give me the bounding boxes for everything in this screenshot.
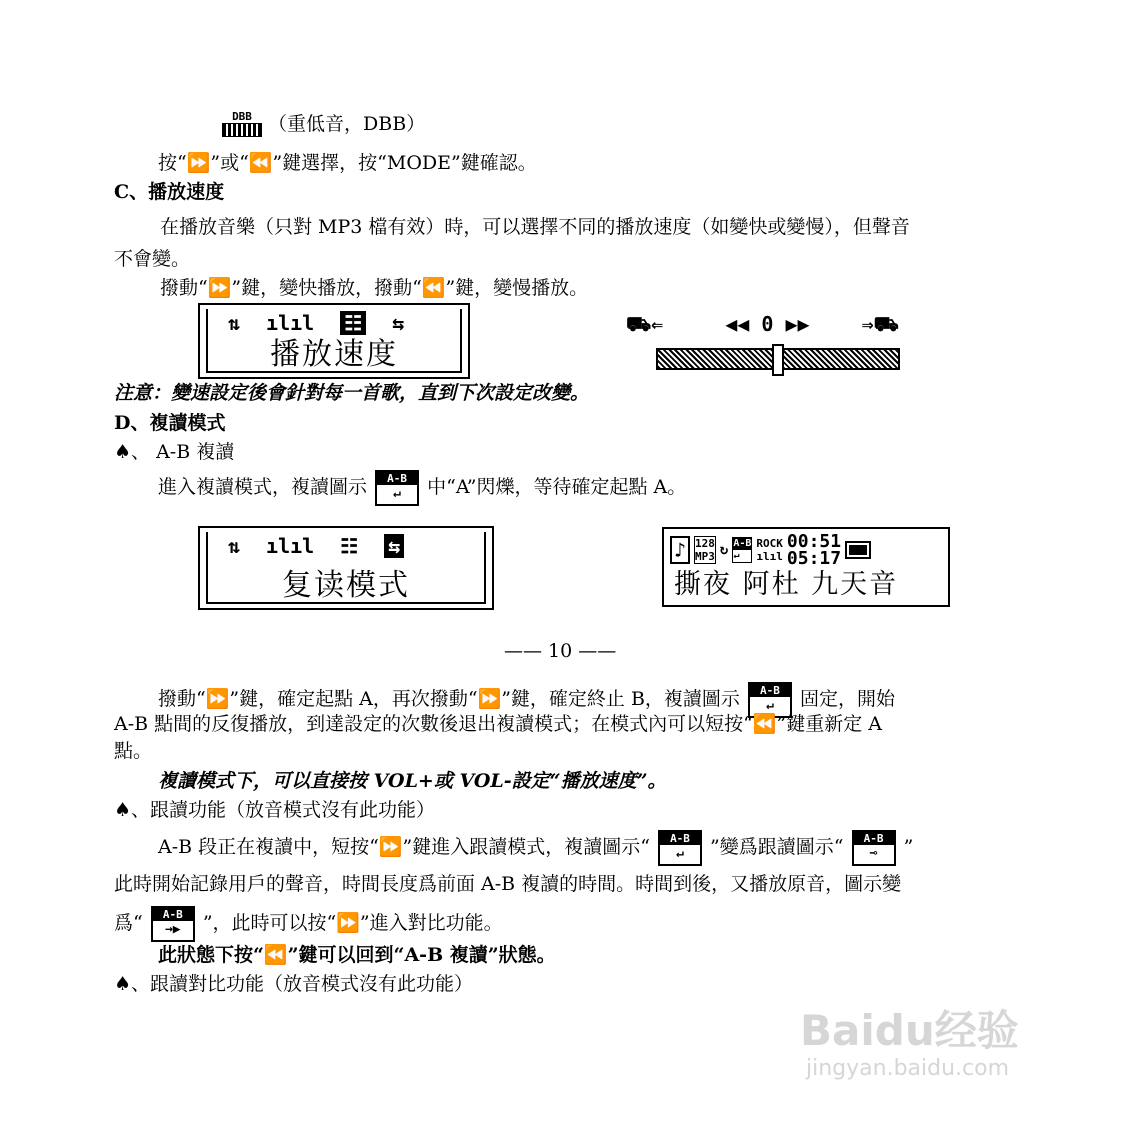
bitrate-badge: 128 MP3 (695, 537, 715, 563)
track-info: 撕夜 阿杜 九天音 (674, 569, 899, 600)
follow-read-text-c: ” (903, 836, 914, 858)
record-paragraph: 此時開始記錄用戶的聲音，時間長度爲前面 A-B 複讀的時間。時間到後，又播放原音，圖示變 (114, 873, 902, 895)
dbb-label: （重低音，DBB） (268, 113, 426, 135)
follow-read-line (158, 830, 913, 866)
lcd-player (662, 527, 950, 607)
speed-slider-track (656, 348, 900, 370)
speed-right-arrows: ▶▶ (785, 312, 810, 336)
slow-icon: ⛟⇐ (626, 312, 664, 336)
speed-icon: ☷ (340, 534, 359, 558)
ab-small-icon: A-B ↵ (733, 538, 752, 561)
fix-point-text-b: 固定，開始 (800, 688, 896, 710)
repeat-mode-note: 複讀模式下，可以直接按 VOL+或 VOL-設定“播放速度”。 (158, 770, 667, 792)
equalizer-icon: ılıl (266, 534, 315, 558)
compare-line (114, 906, 503, 942)
enter-repeat-text-a: 進入複讀模式，複讀圖示 (158, 476, 368, 498)
speed-icon: ☷ (340, 311, 366, 335)
repeat-icon: ⇅ (228, 534, 241, 558)
baidu-watermark-logo: Baidu经验 (800, 1006, 1019, 1055)
lcd-repeat-menu (198, 526, 494, 610)
c-paragraph-2: 不會變。 (114, 248, 191, 270)
ab-repeat-icon: A-B ↵ (658, 830, 702, 866)
time-display: 00:51 05:17 (786, 531, 842, 569)
lcd-repeat-title: 复读模式 (282, 568, 410, 603)
follow-read-heading: ♠、跟讀功能（放音模式沒有此功能） (114, 799, 436, 821)
enter-repeat-line (158, 470, 686, 506)
enter-repeat-text-b: 中“A”閃爍，等待確定起點 A。 (427, 476, 687, 498)
speed-slider-display (626, 312, 926, 382)
press-select-text: 按“⏩”或“⏪”鍵選擇，按“MODE”鍵確認。 (158, 152, 537, 174)
speed-slider-thumb (772, 344, 784, 376)
ab-repeat-icon: A-B ↵ (748, 682, 792, 718)
fast-icon: ⇒⛟ (861, 312, 899, 336)
compare-icon: A-B →▶ (151, 906, 195, 942)
ab-repeat-icon: ⇆ (392, 311, 405, 335)
speed-left-arrows: ◀◀ (725, 312, 750, 336)
paragraph-point: 點。 (114, 740, 153, 762)
c-paragraph-3: 撥動“⏩”鍵，變快播放，撥動“⏪”鍵，變慢播放。 (160, 277, 589, 299)
ab-repeat-icon: A-B ↵ (375, 470, 419, 506)
section-d-heading: D、複讀模式 (114, 412, 226, 434)
baidu-watermark-url: jingyan.baidu.com (806, 1056, 1010, 1081)
speed-value: 0 (761, 312, 774, 336)
dbb-icon: DBB (222, 110, 262, 140)
follow-read-text-a: A-B 段正在複讀中，短按“⏩”鍵進入跟讀模式，複讀圖示“ (158, 836, 650, 858)
paragraph-ab-range: A-B 點間的反復播放，到達設定的次數後退出複讀模式；在模式內可以短按“⏪”鍵重新定 A (114, 713, 882, 735)
note-text: 注意：變速設定後會針對每一首歌，直到下次設定改變。 (114, 382, 590, 404)
follow-read-text-b: ”變爲跟讀圖示“ (710, 836, 844, 858)
page-number: —— 10 —— (504, 640, 617, 662)
c-paragraph-1: 在播放音樂（只對 MP3 檔有效）時，可以選擇不同的播放速度（如變快或變慢），但聲音 (160, 216, 910, 238)
return-state-note: 此狀態下按“⏪”鍵可以回到“A-B 複讀”狀態。 (158, 944, 556, 966)
follow-read-icon: A-B ⊸ (852, 830, 896, 866)
section-c-heading: C、播放速度 (114, 181, 225, 203)
dbb-line (222, 110, 425, 140)
fix-point-text-a: 撥動“⏩”鍵，確定起點 A，再次撥動“⏩”鍵，確定終止 B，複讀圖示 (158, 688, 740, 710)
music-note-icon: ♪ (670, 536, 690, 564)
ab-repeat-icon: ⇆ (384, 534, 404, 558)
repeat-one-icon: ↻ (719, 542, 729, 558)
equalizer-icon: ılıl (266, 311, 315, 335)
ab-repeat-heading: ♠、 A-B 複讀 (114, 441, 235, 463)
lcd-speed-title: 播放速度 (270, 337, 398, 372)
lcd-repeat-icons (228, 534, 404, 558)
repeat-icon: ⇅ (228, 311, 241, 335)
compare-text-b: ”，此時可以按“⏩”進入對比功能。 (202, 912, 503, 934)
compare-text-a: 爲“ (114, 912, 143, 934)
eq-badge: ROCK ılıl (756, 537, 783, 563)
lcd-speed-menu (198, 303, 470, 379)
compare-heading: ♠、跟讀對比功能（放音模式沒有此功能） (114, 973, 474, 995)
battery-icon (845, 541, 871, 559)
